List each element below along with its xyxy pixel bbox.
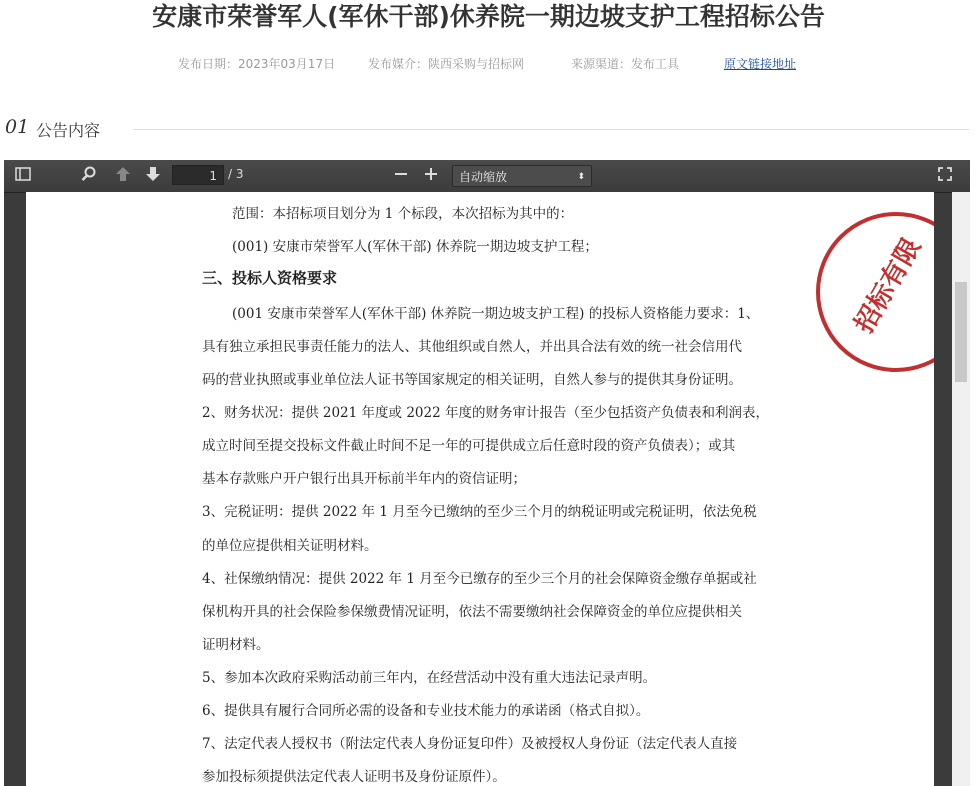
pdf-toolbar: [4, 160, 970, 193]
pdf-viewer: [4, 160, 970, 786]
publish-date: 发布日期：2023年03月17日: [178, 57, 336, 71]
doc-heading: 三、投标人资格要求: [202, 269, 338, 287]
doc-line: 具有独立承担民事责任能力的法人、其他组织或自然人，并出具合法有效的统一社会信用代: [202, 339, 742, 355]
arrow-up-icon[interactable]: [112, 166, 134, 186]
sidebar-toggle-icon[interactable]: [12, 166, 34, 186]
arrow-down-icon[interactable]: [142, 166, 164, 186]
scrollbar-thumb[interactable]: [955, 282, 967, 382]
minus-icon[interactable]: [390, 166, 412, 186]
doc-line: 3、完税证明：提供 2022 年 1 月至今已缴纳的至少三个月的纳税证明或完税证明，依法免税: [202, 504, 757, 520]
official-seal: [816, 212, 934, 372]
original-link[interactable]: 原文链接地址: [724, 57, 797, 71]
fullscreen-icon[interactable]: [934, 166, 956, 186]
page-count: / 3: [228, 167, 244, 181]
section-divider: [133, 129, 969, 130]
doc-line: 基本存款账户开户银行出具开标前半年内的资信证明；: [202, 471, 526, 487]
scrollbar[interactable]: [952, 192, 970, 786]
doc-line: 码的营业执照或事业单位法人证书等国家规定的相关证明，自然人参与的提供其身份证明。: [202, 372, 742, 388]
section-label: 公告内容: [36, 121, 101, 140]
zoom-select[interactable]: [452, 165, 592, 187]
doc-line: 保机构开具的社会保险参保缴费情况证明，依法不需要缴纳社会保障资金的单位应提供相关: [202, 604, 742, 620]
page-number-input[interactable]: 1: [172, 165, 224, 185]
doc-line: (001) 安康市荣誉军人(军休干部) 休养院一期边坡支护工程；: [232, 239, 598, 255]
doc-line: 成立时间至提交投标文件截止时间不足一年的可提供成立后任意时段的资产负债表）；或其: [202, 438, 736, 454]
doc-line: 5、参加本次政府采购活动前三年内，在经营活动中没有重大违法记录声明。: [202, 670, 657, 686]
plus-icon[interactable]: [420, 166, 442, 186]
zoom-value: 自动缩放: [459, 170, 508, 184]
doc-line: 7、法定代表人授权书（附法定代表人身份证复印件）及被授权人身份证（法定代表人直接: [202, 736, 738, 752]
doc-line: 4、社保缴纳情况：提供 2022 年 1 月至今已缴存的至少三个月的社会保障资金缴存单据或社: [202, 571, 757, 587]
doc-line: 的单位应提供相关证明材料。: [202, 538, 378, 554]
section-number: 01: [5, 116, 30, 138]
section-header: [5, 116, 969, 142]
doc-line: (001 安康市荣誉军人(军休干部) 休养院一期边坡支护工程) 的投标人资格能力要求：1、: [232, 306, 760, 322]
pdf-page: [26, 192, 934, 786]
doc-line: 6、提供具有履行合同所必需的设备和专业技术能力的承诺函（格式自拟）。: [202, 703, 650, 719]
doc-line: 证明材料。: [202, 637, 270, 653]
page-title: 安康市荣誉军人(军休干部)休养院一期边坡支护工程招标公告: [152, 2, 825, 31]
search-icon[interactable]: [78, 166, 100, 186]
meta-bar: [0, 55, 977, 71]
chevron-updown-icon: ⬍: [577, 172, 585, 182]
doc-line: 2、财务状况：提供 2021 年度或 2022 年度的财务审计报告（至少包括资产负债表和利润表，: [202, 405, 769, 421]
publish-media: 发布媒介：陕西采购与招标网: [368, 57, 525, 71]
source-channel: 来源渠道：发布工具: [571, 57, 680, 71]
doc-line: 范围：本招标项目划分为 1 个标段，本次招标为其中的：: [232, 206, 574, 222]
seal-text: 招标有限: [849, 233, 928, 339]
doc-line: 参加投标须提供法定代表人证明书及身份证原件）。: [202, 769, 506, 785]
